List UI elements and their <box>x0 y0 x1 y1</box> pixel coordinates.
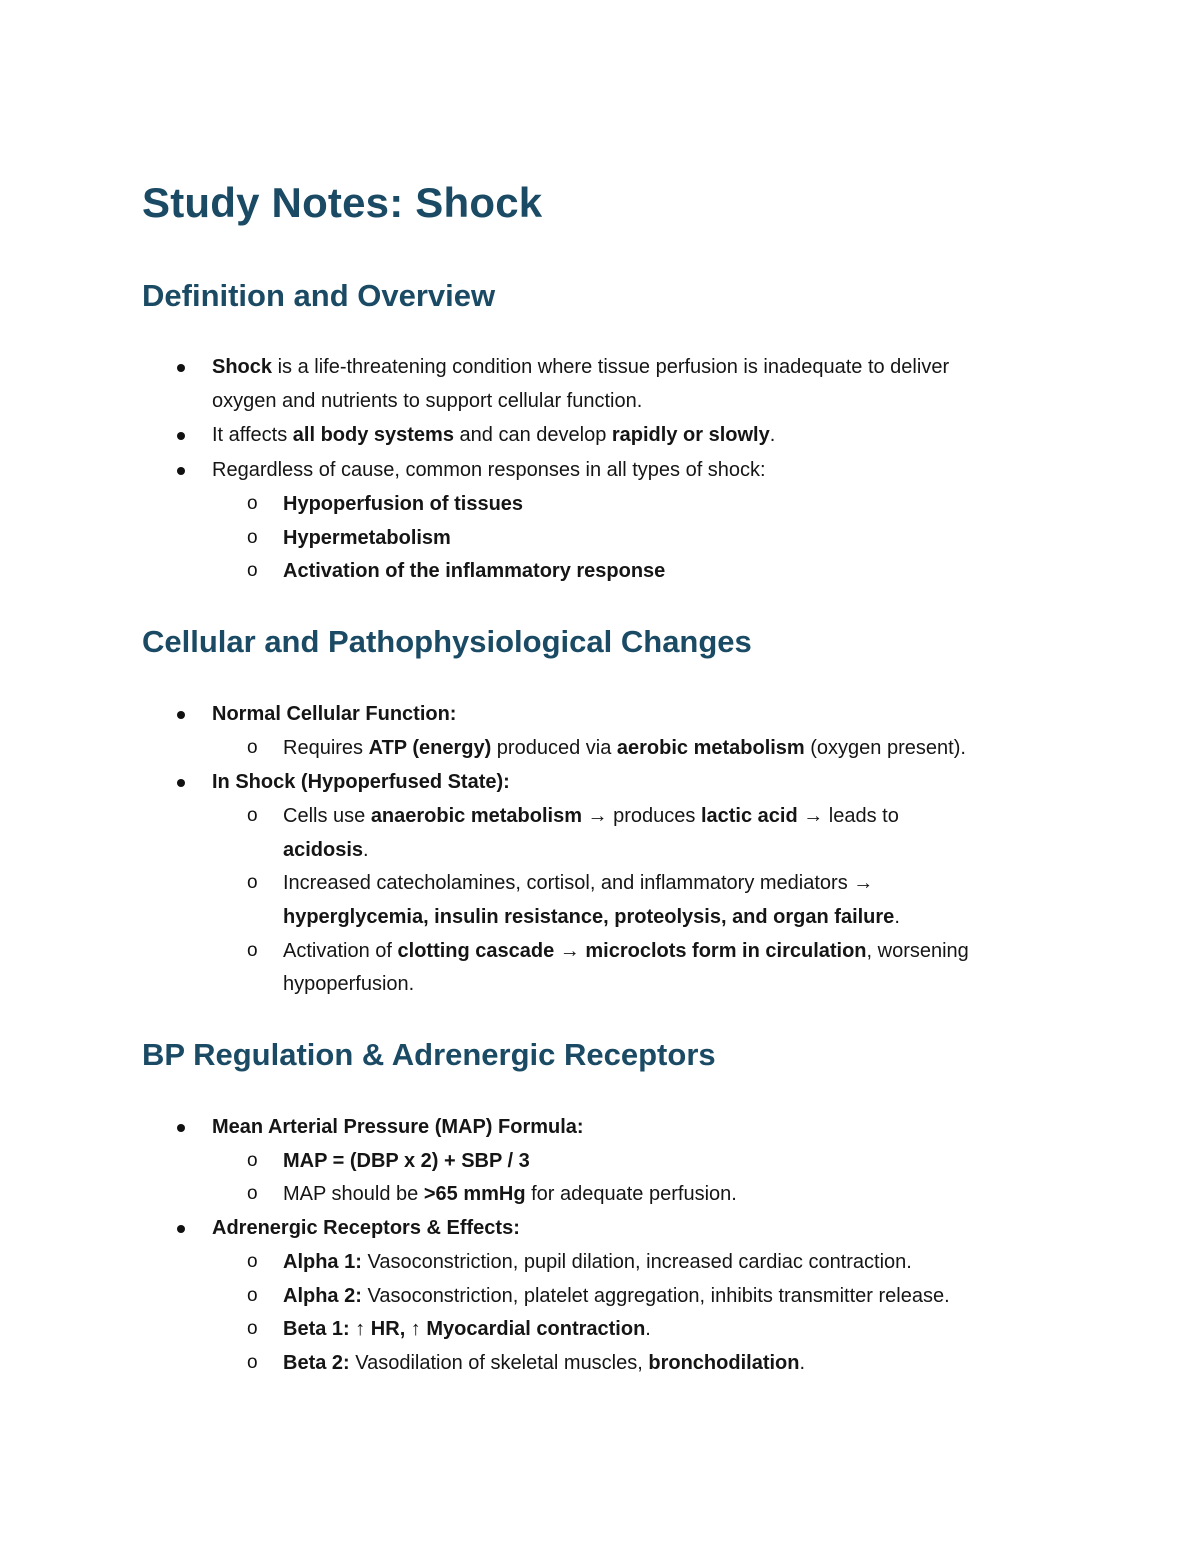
section-heading-definition: Definition and Overview <box>142 278 496 313</box>
sub-list-item: Activation of clotting cascade → microclots form in circulation, worsening <box>283 940 969 962</box>
hollow-bullet-icon: o <box>247 940 258 961</box>
list-item: Normal Cellular Function: <box>212 703 457 725</box>
bullet-icon <box>177 711 185 719</box>
hollow-bullet-icon: o <box>247 1251 258 1272</box>
list-item: Mean Arterial Pressure (MAP) Formula: <box>212 1116 584 1138</box>
bullet-icon <box>177 364 185 372</box>
hollow-bullet-icon: o <box>247 560 258 581</box>
section-heading-cellular: Cellular and Pathophysiological Changes <box>142 624 752 659</box>
sub-list-item: Hypoperfusion of tissues <box>283 493 524 515</box>
sub-list-item-continuation: acidosis. <box>283 839 369 861</box>
sub-list-item: Increased catecholamines, cortisol, and inflammatory mediators → <box>283 872 874 894</box>
sub-list-item: Alpha 2: Vasoconstriction, platelet aggregation, inhibits transmitter release. <box>283 1285 950 1307</box>
list-item-continuation: oxygen and nutrients to support cellular function. <box>212 390 643 412</box>
sub-list-item: MAP should be >65 mmHg for adequate perfusion. <box>283 1183 737 1205</box>
hollow-bullet-icon: o <box>247 527 258 548</box>
list-item: Shock is a life-threatening condition where tissue perfusion is inadequate to deliver <box>212 356 950 378</box>
sub-list-item: Hypermetabolism <box>283 527 451 549</box>
list-item: Adrenergic Receptors & Effects: <box>212 1217 520 1239</box>
bullet-icon <box>177 1124 185 1132</box>
sub-list-item: Alpha 1: Vasoconstriction, pupil dilation, increased cardiac contraction. <box>283 1251 912 1273</box>
hollow-bullet-icon: o <box>247 1352 258 1373</box>
bullet-icon <box>177 467 185 475</box>
bullet-icon <box>177 1225 185 1233</box>
list-item: In Shock (Hypoperfused State): <box>212 771 510 793</box>
bullet-icon <box>177 432 185 440</box>
list-item: It affects all body systems and can develop rapidly or slowly. <box>212 424 776 446</box>
list-item: Regardless of cause, common responses in all types of shock: <box>212 459 766 481</box>
sub-list-item-continuation: hypoperfusion. <box>283 973 415 995</box>
hollow-bullet-icon: o <box>247 805 258 826</box>
sub-list-item: Requires ATP (energy) produced via aerobic metabolism (oxygen present). <box>283 737 966 759</box>
hollow-bullet-icon: o <box>247 1183 258 1204</box>
hollow-bullet-icon: o <box>247 737 258 758</box>
hollow-bullet-icon: o <box>247 872 258 893</box>
sub-list-item: Activation of the inflammatory response <box>283 560 666 582</box>
page-title: Study Notes: Shock <box>142 179 543 226</box>
sub-list-item-continuation: hyperglycemia, insulin resistance, proteolysis, and organ failure. <box>283 906 900 928</box>
sub-list-item: Beta 2: Vasodilation of skeletal muscles, bronchodilation. <box>283 1352 806 1374</box>
sub-list-item: Beta 1: ↑ HR, ↑ Myocardial contraction. <box>283 1318 651 1340</box>
sub-list-item: MAP = (DBP x 2) + SBP / 3 <box>283 1150 530 1172</box>
hollow-bullet-icon: o <box>247 1150 258 1171</box>
sub-list-item: Cells use anaerobic metabolism → produces lactic acid → leads to <box>283 805 899 827</box>
hollow-bullet-icon: o <box>247 1318 258 1339</box>
section-heading-bp: BP Regulation & Adrenergic Receptors <box>142 1037 716 1072</box>
bullet-icon <box>177 779 185 787</box>
hollow-bullet-icon: o <box>247 493 258 514</box>
hollow-bullet-icon: o <box>247 1285 258 1306</box>
